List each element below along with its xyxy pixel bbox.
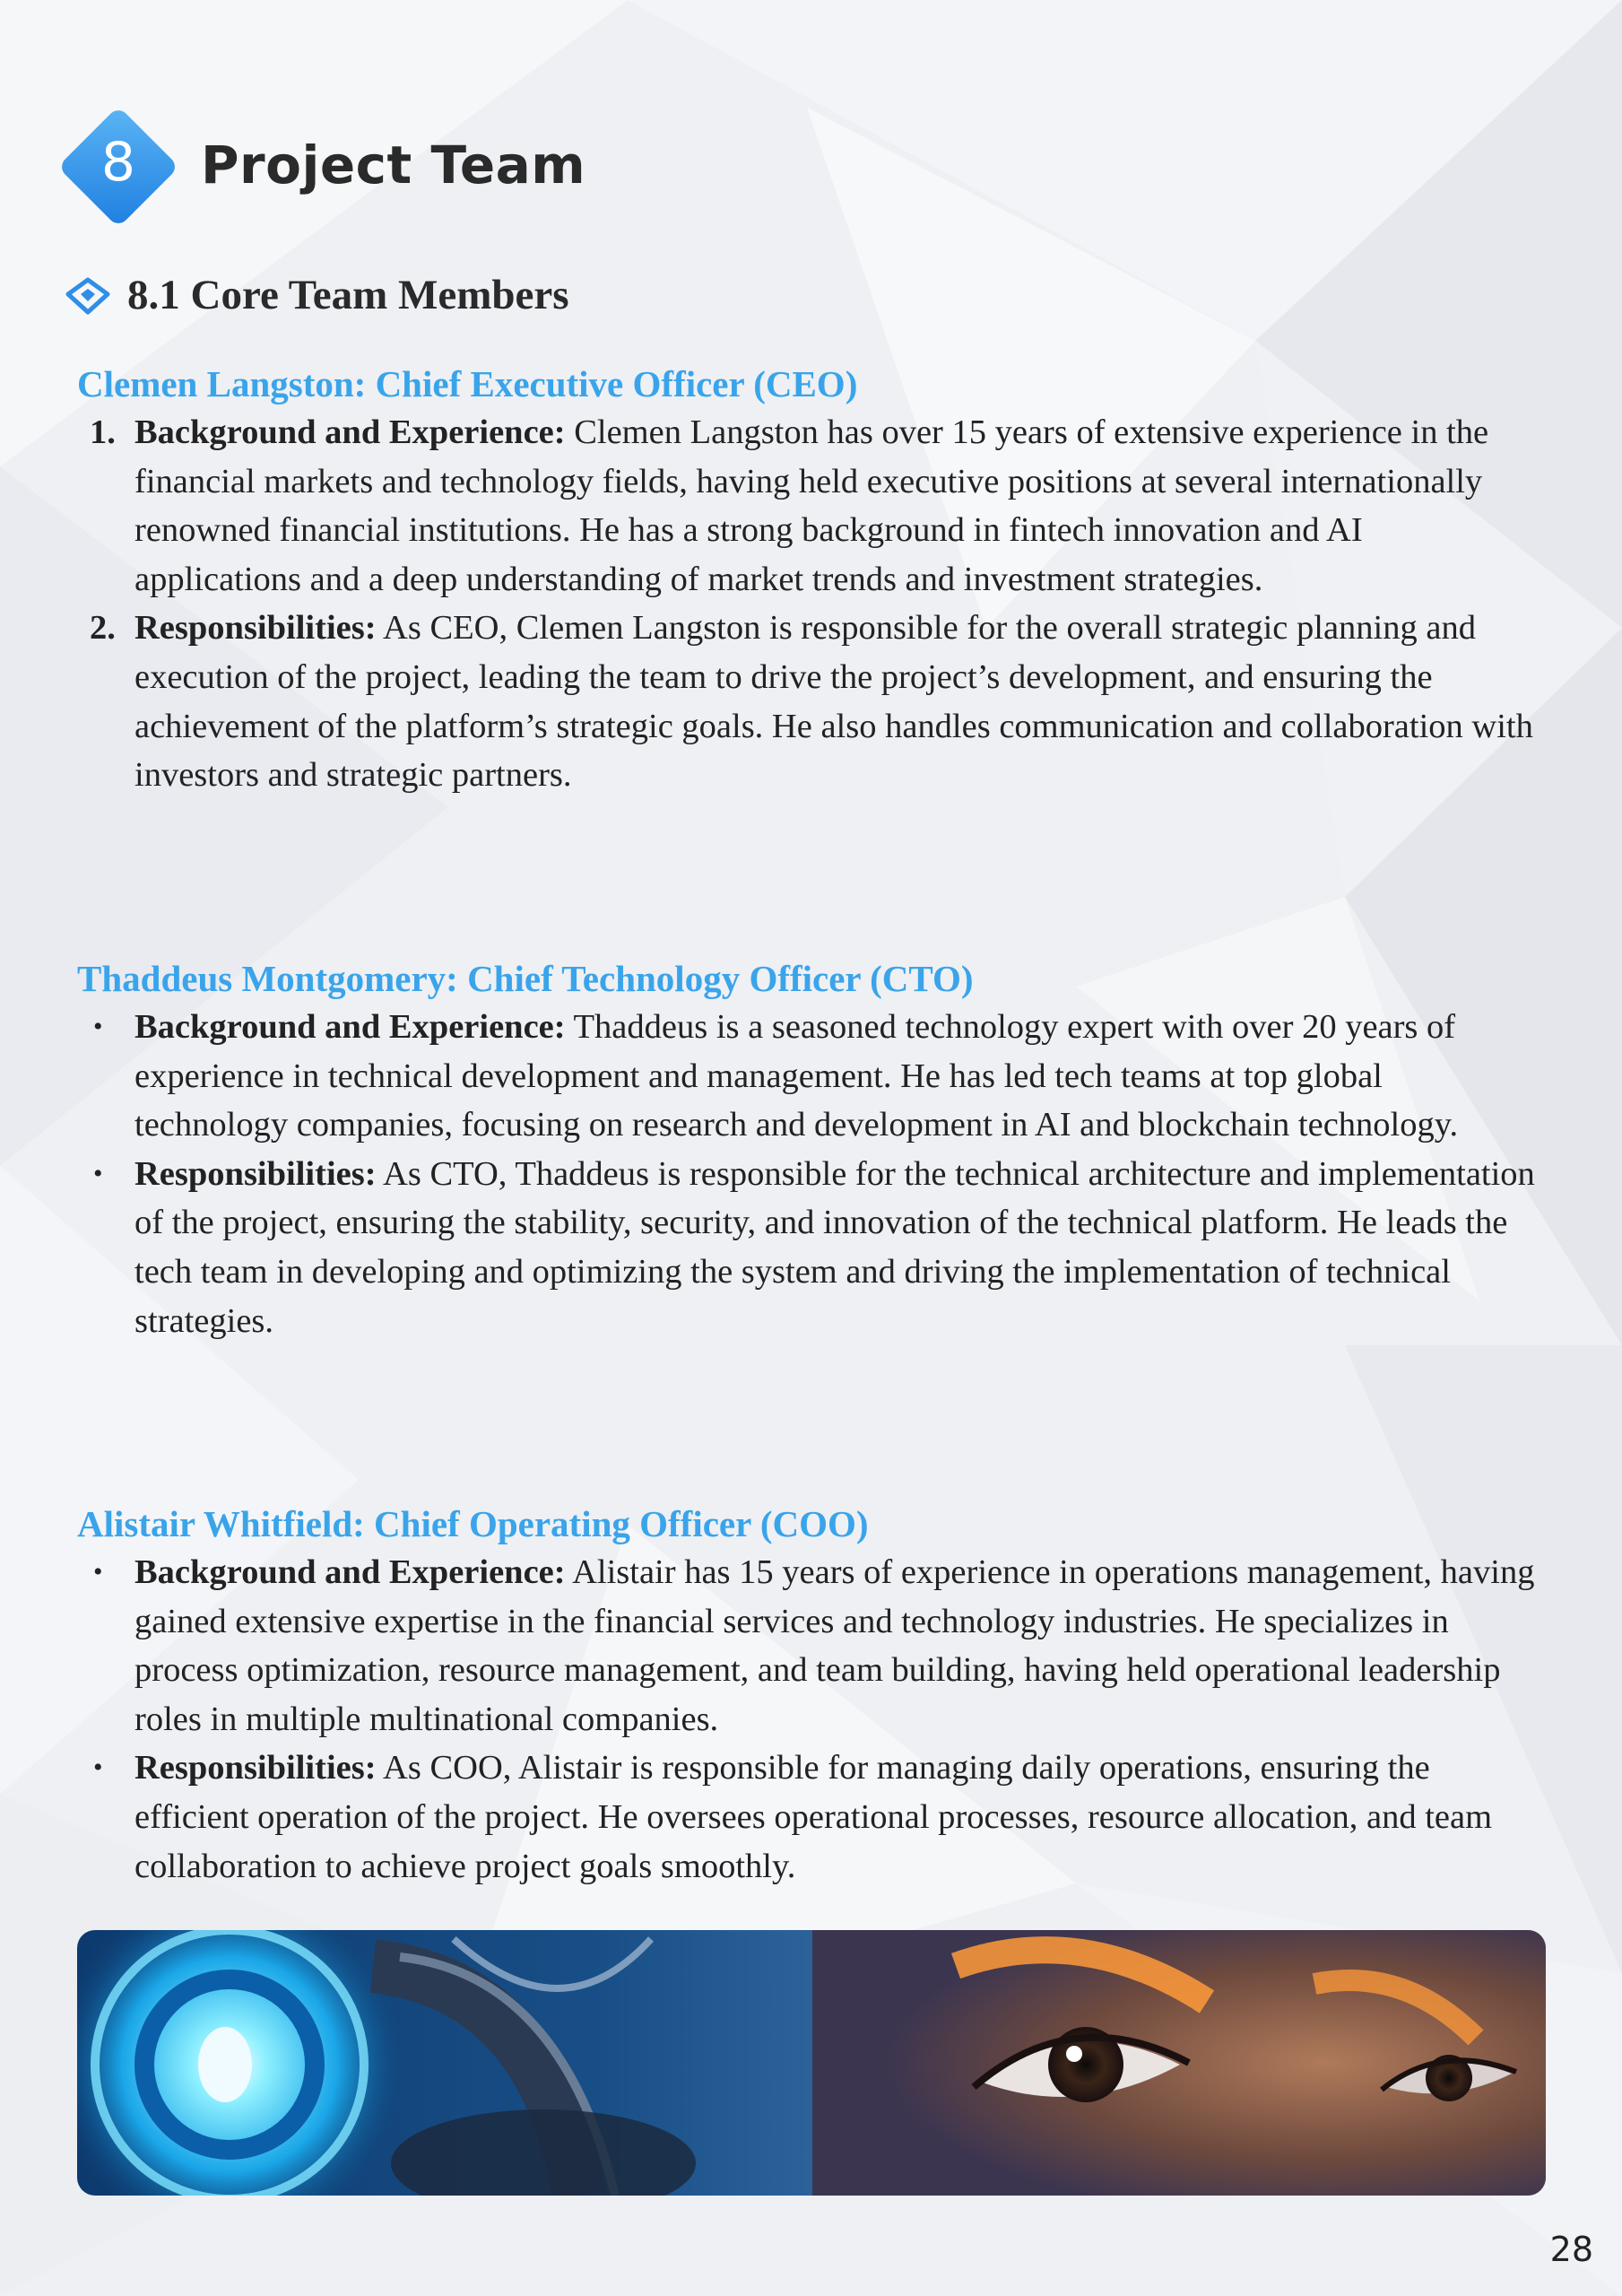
member-heading-cto: Thaddeus Montgomery: Chief Technology Officer (CTO): [77, 958, 974, 999]
member-heading-ceo: Clemen Langston: Chief Executive Officer (CEO): [77, 363, 858, 404]
item-term: Background and Experience:: [134, 1008, 566, 1046]
list-marker: 1.: [90, 413, 116, 451]
item-text: As CEO, Clemen Langston is responsible for the overall strategic planning and execution of the project, leading the team to drive the project’s development, and ensuring the achievement of the platform’s strategic goals. He also handles communication and collaboration with investors and strategic partners.: [134, 609, 1533, 795]
section-number: 8: [100, 131, 136, 194]
item-text: As COO, Alistair is responsible for managing daily operations, ensuring the efficient operation of the project. He oversees operational processes, resource allocation, and team collaboration to achieve project goals smoothly.: [134, 1749, 1493, 1885]
member-list-ceo: [0, 408, 1560, 800]
diamond-gem-icon: [65, 276, 111, 316]
item-text: Clemen Langston has over 15 years of extensive experience in the financial markets and technology fields, having held executive positions at several internationally renowned financial institutions. He has a strong background in fintech innovation and AI applications and a deep understanding of market trends and investment strategies.: [134, 413, 1489, 598]
item-text: Thaddeus is a seasoned technology expert with over 20 years of experience in technical development and management. He has led tech teams at top global technology companies, focusing on research and development in AI and blockchain technology.: [134, 1008, 1459, 1144]
subsection-title: 8.1 Core Team Members: [127, 272, 569, 318]
page-number: 28: [1549, 2230, 1593, 2269]
list-item: [0, 1744, 1560, 1891]
bullet-marker: •: [93, 1158, 103, 1188]
member-list-coo: [0, 1548, 1560, 1891]
ai-cyborg-face-image: [77, 1930, 1546, 2196]
list-item: [0, 1003, 1560, 1150]
bullet-marker: •: [93, 1012, 103, 1041]
list-item: [0, 408, 1560, 604]
item-text: As CTO, Thaddeus is responsible for the technical architecture and implementation of the project, ensuring the stability, security, and innovation of the technical platform. He leads the tech team in developing and optimizing the system and driving the implementation of technical strategies.: [134, 1154, 1535, 1340]
bullet-marker: •: [93, 1752, 103, 1783]
item-term: Background and Experience:: [134, 1553, 566, 1591]
list-item: [0, 1548, 1560, 1744]
item-term: Background and Experience:: [134, 413, 566, 451]
item-text: Alistair has 15 years of experience in operations management, having gained extensive expertise in the financial services and technology industries. He specializes in process optimization, resource management, and team building, having held operational leadership roles in multiple multinational companies.: [134, 1553, 1535, 1738]
list-marker: 2.: [90, 609, 116, 648]
section-title: Project Team: [201, 135, 586, 196]
member-heading-coo: Alistair Whitfield: Chief Operating Officer (COO): [77, 1503, 869, 1544]
list-item: [0, 1150, 1560, 1345]
item-term: Responsibilities:: [134, 609, 377, 648]
bullet-marker: •: [93, 1557, 103, 1587]
member-list-cto: [0, 1003, 1560, 1345]
item-term: Responsibilities:: [134, 1154, 377, 1193]
list-item: [0, 604, 1560, 799]
item-term: Responsibilities:: [134, 1749, 377, 1787]
